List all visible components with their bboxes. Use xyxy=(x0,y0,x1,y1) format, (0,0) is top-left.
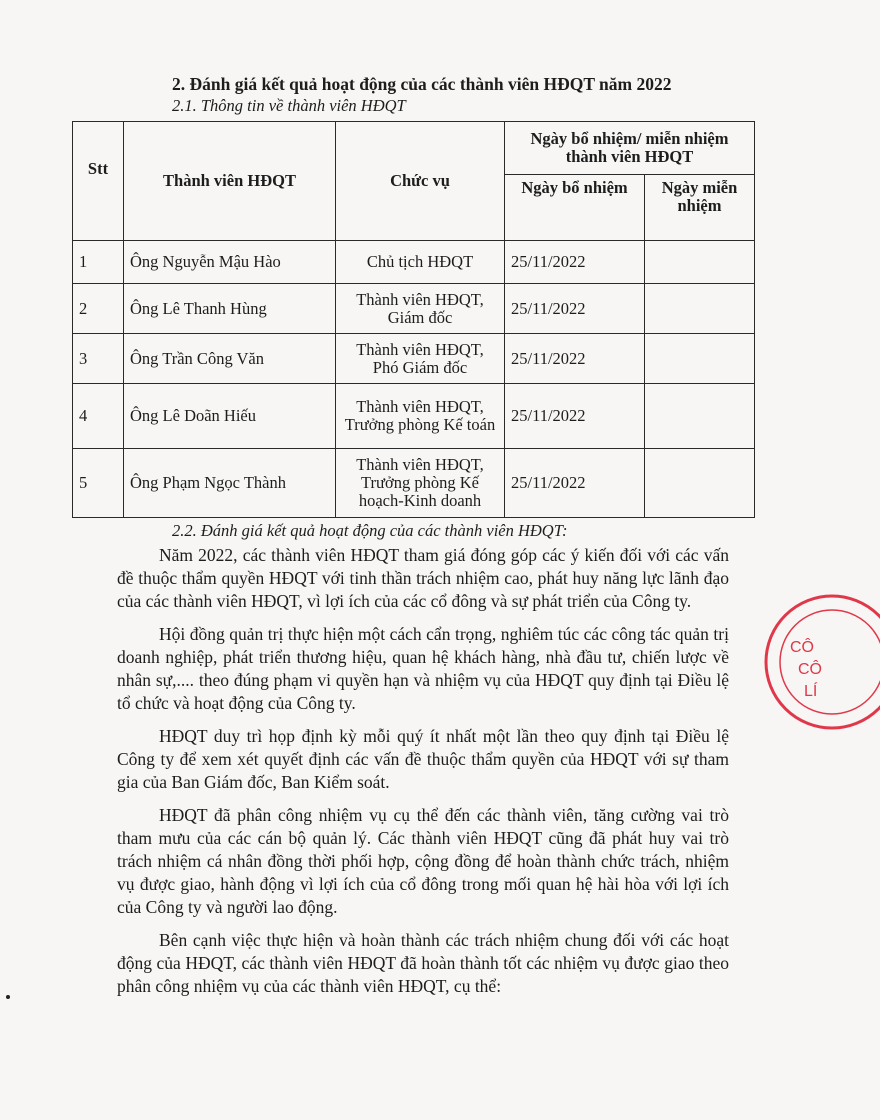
row-position: Thành viên HĐQT, Phó Giám đốc xyxy=(336,334,505,384)
row-appointed-date: 25/11/2022 xyxy=(505,284,645,334)
header-appointed: Ngày bổ nhiệm xyxy=(505,175,645,241)
header-dates-group: Ngày bổ nhiệm/ miễn nhiệm thành viên HĐQT xyxy=(505,122,755,175)
paragraph: HĐQT duy trì họp định kỳ mỗi quý ít nhất một lần theo quy định tại Điều lệ Công ty để xem xét quyết định các vấn đề thuộc thẩm quyền của HĐQT với sự tham gia của Ban Giám đốc, Ban Kiểm soát. xyxy=(117,726,729,792)
row-stt: 2 xyxy=(73,284,124,334)
row-position: Thành viên HĐQT, Trưởng phòng Kế toán xyxy=(336,384,505,449)
row-position: Chủ tịch HĐQT xyxy=(336,241,505,284)
row-stt: 1 xyxy=(73,241,124,284)
table-row xyxy=(73,449,755,518)
section-heading: 2. Đánh giá kết quả hoạt động của các thành viên HĐQT năm 2022 xyxy=(172,74,672,94)
scan-speck xyxy=(6,995,10,999)
table-row xyxy=(73,241,755,284)
header-stt: Stt xyxy=(73,122,124,241)
board-members-table xyxy=(72,121,755,518)
row-stt: 4 xyxy=(73,384,124,449)
row-member-name: Ông Lê Doãn Hiếu xyxy=(124,384,336,449)
table-row xyxy=(73,334,755,384)
row-dismissed-date xyxy=(645,284,755,334)
header-position: Chức vụ xyxy=(336,122,505,241)
row-dismissed-date xyxy=(645,334,755,384)
table-row xyxy=(73,384,755,449)
company-seal xyxy=(760,590,880,740)
row-appointed-date: 25/11/2022 xyxy=(505,334,645,384)
table-row xyxy=(73,284,755,334)
paragraph: Hội đồng quản trị thực hiện một cách cẩn trọng, nghiêm túc các công tác quản trị doanh nghiệp, phát triển thương hiệu, quan hệ khách hàng, nhà đầu tư, chiến lược về nhân sự,.... theo đúng phạm vi quyền hạn và nhiệm vụ của HĐQT quy định tại Điều lệ tổ chức và hoạt động của Công ty. xyxy=(117,624,729,713)
row-dismissed-date xyxy=(645,241,755,284)
seal-inner-ring xyxy=(780,610,880,714)
row-member-name: Ông Nguyễn Mậu Hào xyxy=(124,241,336,284)
row-appointed-date: 25/11/2022 xyxy=(505,241,645,284)
seal-text: CÔ xyxy=(790,639,814,656)
header-dismissed: Ngày miễn nhiệm xyxy=(645,175,755,241)
row-appointed-date: 25/11/2022 xyxy=(505,449,645,518)
row-stt: 5 xyxy=(73,449,124,518)
row-member-name: Ông Phạm Ngọc Thành xyxy=(124,449,336,518)
row-position: Thành viên HĐQT, Trưởng phòng Kế hoạch-Kinh doanh xyxy=(336,449,505,518)
evaluation-heading: 2.2. Đánh giá kết quả hoạt động của các thành viên HĐQT: xyxy=(172,521,568,540)
header-member: Thành viên HĐQT xyxy=(124,122,336,241)
seal-text: LÍ xyxy=(804,683,818,700)
row-member-name: Ông Trần Công Văn xyxy=(124,334,336,384)
paragraph: Bên cạnh việc thực hiện và hoàn thành các trách nhiệm chung đối với các hoạt động của HĐQT, các thành viên HĐQT đã hoàn thành tốt các nhiệm vụ được giao theo phân công nhiệm vụ của các thành viên HĐQT, cụ thể: xyxy=(117,930,729,996)
row-appointed-date: 25/11/2022 xyxy=(505,384,645,449)
row-dismissed-date xyxy=(645,384,755,449)
evaluation-body xyxy=(117,544,729,1008)
row-dismissed-date xyxy=(645,449,755,518)
paragraph: HĐQT đã phân công nhiệm vụ cụ thể đến các thành viên, tăng cường vai trò tham mưu của các cán bộ quản lý. Các thành viên HĐQT cũng đã phát huy vai trò trách nhiệm cá nhân đồng thời phối hợp, cộng đồng để hoàn thành chức trách, nhiệm vụ được giao, hành động vì lợi ích của cổ đông trong mối quan hệ hài hòa với lợi ích của Công ty và người lao động. xyxy=(117,805,729,917)
seal-text: CÔ xyxy=(798,661,822,678)
subsection-heading: 2.1. Thông tin về thành viên HĐQT xyxy=(172,96,406,115)
row-member-name: Ông Lê Thanh Hùng xyxy=(124,284,336,334)
row-stt: 3 xyxy=(73,334,124,384)
seal-outer-ring xyxy=(766,596,880,728)
row-position: Thành viên HĐQT, Giám đốc xyxy=(336,284,505,334)
paragraph: Năm 2022, các thành viên HĐQT tham giá đóng góp các ý kiến đối với các vấn đề thuộc thẩm quyền HĐQT với tinh thần trách nhiệm cao, phát huy năng lực lãnh đạo của các thành viên HĐQT, vì lợi ích của các cổ đông và sự phát triển của Công ty. xyxy=(117,545,729,611)
